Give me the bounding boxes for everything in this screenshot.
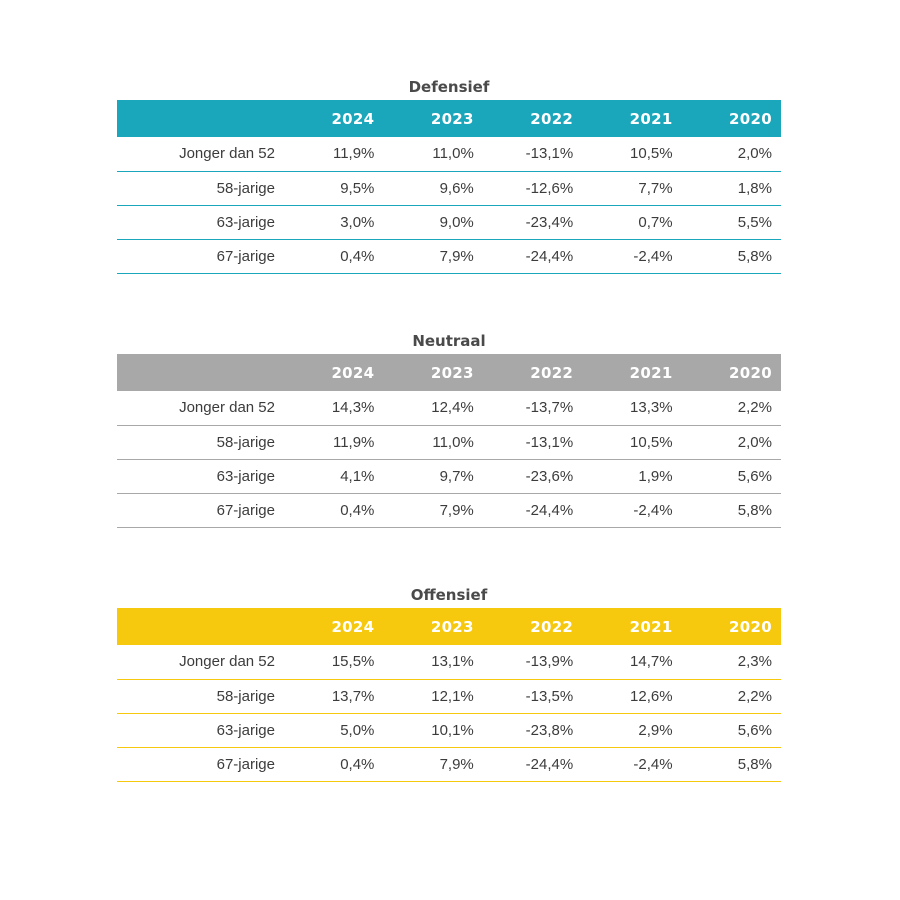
- value-cell: -24,4%: [525, 501, 574, 519]
- column-header-year: 2023: [430, 363, 474, 382]
- row-label: 63-jarige: [216, 467, 275, 485]
- table-header: [117, 100, 781, 137]
- value-cell: 11,0%: [432, 145, 474, 163]
- returns-table: [117, 608, 781, 782]
- table-row: [117, 171, 781, 205]
- table-row: [117, 205, 781, 239]
- table-title: Neutraal: [412, 332, 486, 350]
- row-label: 67-jarige: [216, 501, 275, 519]
- column-header-year: 2023: [430, 109, 474, 128]
- value-cell: 5,5%: [737, 213, 772, 231]
- value-cell: 13,3%: [630, 399, 673, 417]
- value-cell: 15,5%: [331, 653, 375, 671]
- table-row: [117, 391, 781, 425]
- row-label: 63-jarige: [216, 721, 275, 739]
- header-empty-cell: [117, 608, 284, 645]
- header-row: [117, 354, 781, 391]
- value-cell: -23,4%: [525, 213, 574, 231]
- value-cell: 2,3%: [737, 653, 772, 671]
- column-header-year: 2024: [331, 109, 375, 128]
- table-header: [117, 608, 781, 645]
- value-cell: 5,6%: [737, 467, 772, 485]
- value-cell: -2,4%: [633, 247, 673, 265]
- value-cell: 5,0%: [340, 721, 375, 739]
- table-row: [117, 137, 781, 171]
- value-cell: 10,1%: [431, 721, 474, 739]
- value-cell: 9,5%: [340, 179, 375, 197]
- value-cell: 0,4%: [340, 755, 375, 773]
- value-cell: 2,9%: [638, 721, 673, 739]
- column-header-year: 2023: [430, 617, 474, 636]
- header-empty-cell: [117, 100, 284, 137]
- value-cell: -13,7%: [525, 399, 574, 417]
- value-cell: 7,9%: [439, 501, 474, 519]
- value-cell: -23,6%: [525, 467, 574, 485]
- value-cell: -13,1%: [525, 433, 574, 451]
- column-header-year: 2021: [629, 109, 673, 128]
- value-cell: 14,3%: [331, 399, 375, 417]
- value-cell: 11,9%: [332, 145, 375, 163]
- value-cell: 9,0%: [439, 213, 474, 231]
- value-cell: 7,7%: [638, 179, 673, 197]
- value-cell: 13,7%: [331, 687, 375, 705]
- value-cell: 2,0%: [737, 145, 772, 163]
- value-cell: -24,4%: [525, 755, 574, 773]
- value-cell: 2,0%: [737, 433, 772, 451]
- value-cell: 13,1%: [431, 653, 474, 671]
- value-cell: 1,9%: [638, 467, 673, 485]
- value-cell: 14,7%: [630, 653, 673, 671]
- value-cell: 9,7%: [439, 467, 474, 485]
- row-label: 58-jarige: [216, 179, 275, 197]
- table-row: [117, 459, 781, 493]
- table-body: [117, 137, 781, 273]
- row-label: 63-jarige: [216, 213, 275, 231]
- header-row: [117, 100, 781, 137]
- value-cell: 12,6%: [630, 687, 673, 705]
- table-body: [117, 645, 781, 781]
- column-header-year: 2024: [331, 363, 375, 382]
- returns-table: [117, 100, 781, 274]
- header-empty-cell: [117, 354, 284, 391]
- column-header-year: 2022: [530, 617, 574, 636]
- value-cell: 0,4%: [340, 247, 375, 265]
- row-label: 58-jarige: [216, 433, 275, 451]
- value-cell: 5,8%: [737, 501, 772, 519]
- value-cell: -13,1%: [525, 145, 574, 163]
- row-label: Jonger dan 52: [179, 145, 275, 163]
- value-cell: -2,4%: [633, 755, 673, 773]
- table-row: [117, 747, 781, 781]
- row-label: 58-jarige: [216, 687, 275, 705]
- value-cell: -23,8%: [525, 721, 574, 739]
- value-cell: 11,9%: [332, 433, 375, 451]
- value-cell: 4,1%: [340, 467, 375, 485]
- value-cell: 2,2%: [737, 399, 772, 417]
- column-header-year: 2020: [729, 617, 772, 636]
- value-cell: 0,7%: [638, 213, 673, 231]
- value-cell: -13,5%: [525, 687, 574, 705]
- column-header-year: 2021: [629, 363, 673, 382]
- column-header-year: 2020: [729, 363, 772, 382]
- value-cell: 5,8%: [737, 755, 772, 773]
- table-block-neutraal: [117, 330, 781, 528]
- table-row: [117, 425, 781, 459]
- table-body: [117, 391, 781, 527]
- table-block-offensief: [117, 584, 781, 782]
- value-cell: -12,6%: [525, 179, 574, 197]
- value-cell: 11,0%: [432, 433, 474, 451]
- table-block-defensief: [117, 76, 781, 274]
- value-cell: 10,5%: [630, 145, 673, 163]
- value-cell: 0,4%: [340, 501, 375, 519]
- value-cell: 12,4%: [431, 399, 474, 417]
- value-cell: 2,2%: [737, 687, 772, 705]
- value-cell: 5,8%: [737, 247, 772, 265]
- column-header-year: 2020: [729, 109, 772, 128]
- column-header-year: 2021: [629, 617, 673, 636]
- column-header-year: 2022: [530, 363, 574, 382]
- row-label: 67-jarige: [216, 755, 275, 773]
- row-label: 67-jarige: [216, 247, 275, 265]
- table-row: [117, 645, 781, 679]
- table-title: Offensief: [410, 586, 488, 604]
- column-header-year: 2024: [331, 617, 375, 636]
- table-row: [117, 493, 781, 527]
- returns-table: [117, 354, 781, 528]
- value-cell: -2,4%: [633, 501, 673, 519]
- value-cell: -13,9%: [525, 653, 574, 671]
- row-label: Jonger dan 52: [179, 399, 275, 417]
- value-cell: 12,1%: [431, 687, 474, 705]
- value-cell: 5,6%: [737, 721, 772, 739]
- value-cell: 7,9%: [439, 247, 474, 265]
- table-row: [117, 679, 781, 713]
- value-cell: -24,4%: [525, 247, 574, 265]
- table-header: [117, 354, 781, 391]
- table-title: Defensief: [408, 78, 490, 96]
- table-row: [117, 239, 781, 273]
- column-header-year: 2022: [530, 109, 574, 128]
- value-cell: 3,0%: [340, 213, 375, 231]
- value-cell: 10,5%: [630, 433, 673, 451]
- header-row: [117, 608, 781, 645]
- value-cell: 7,9%: [439, 755, 474, 773]
- value-cell: 9,6%: [439, 179, 474, 197]
- table-row: [117, 713, 781, 747]
- value-cell: 1,8%: [737, 179, 772, 197]
- row-label: Jonger dan 52: [179, 653, 275, 671]
